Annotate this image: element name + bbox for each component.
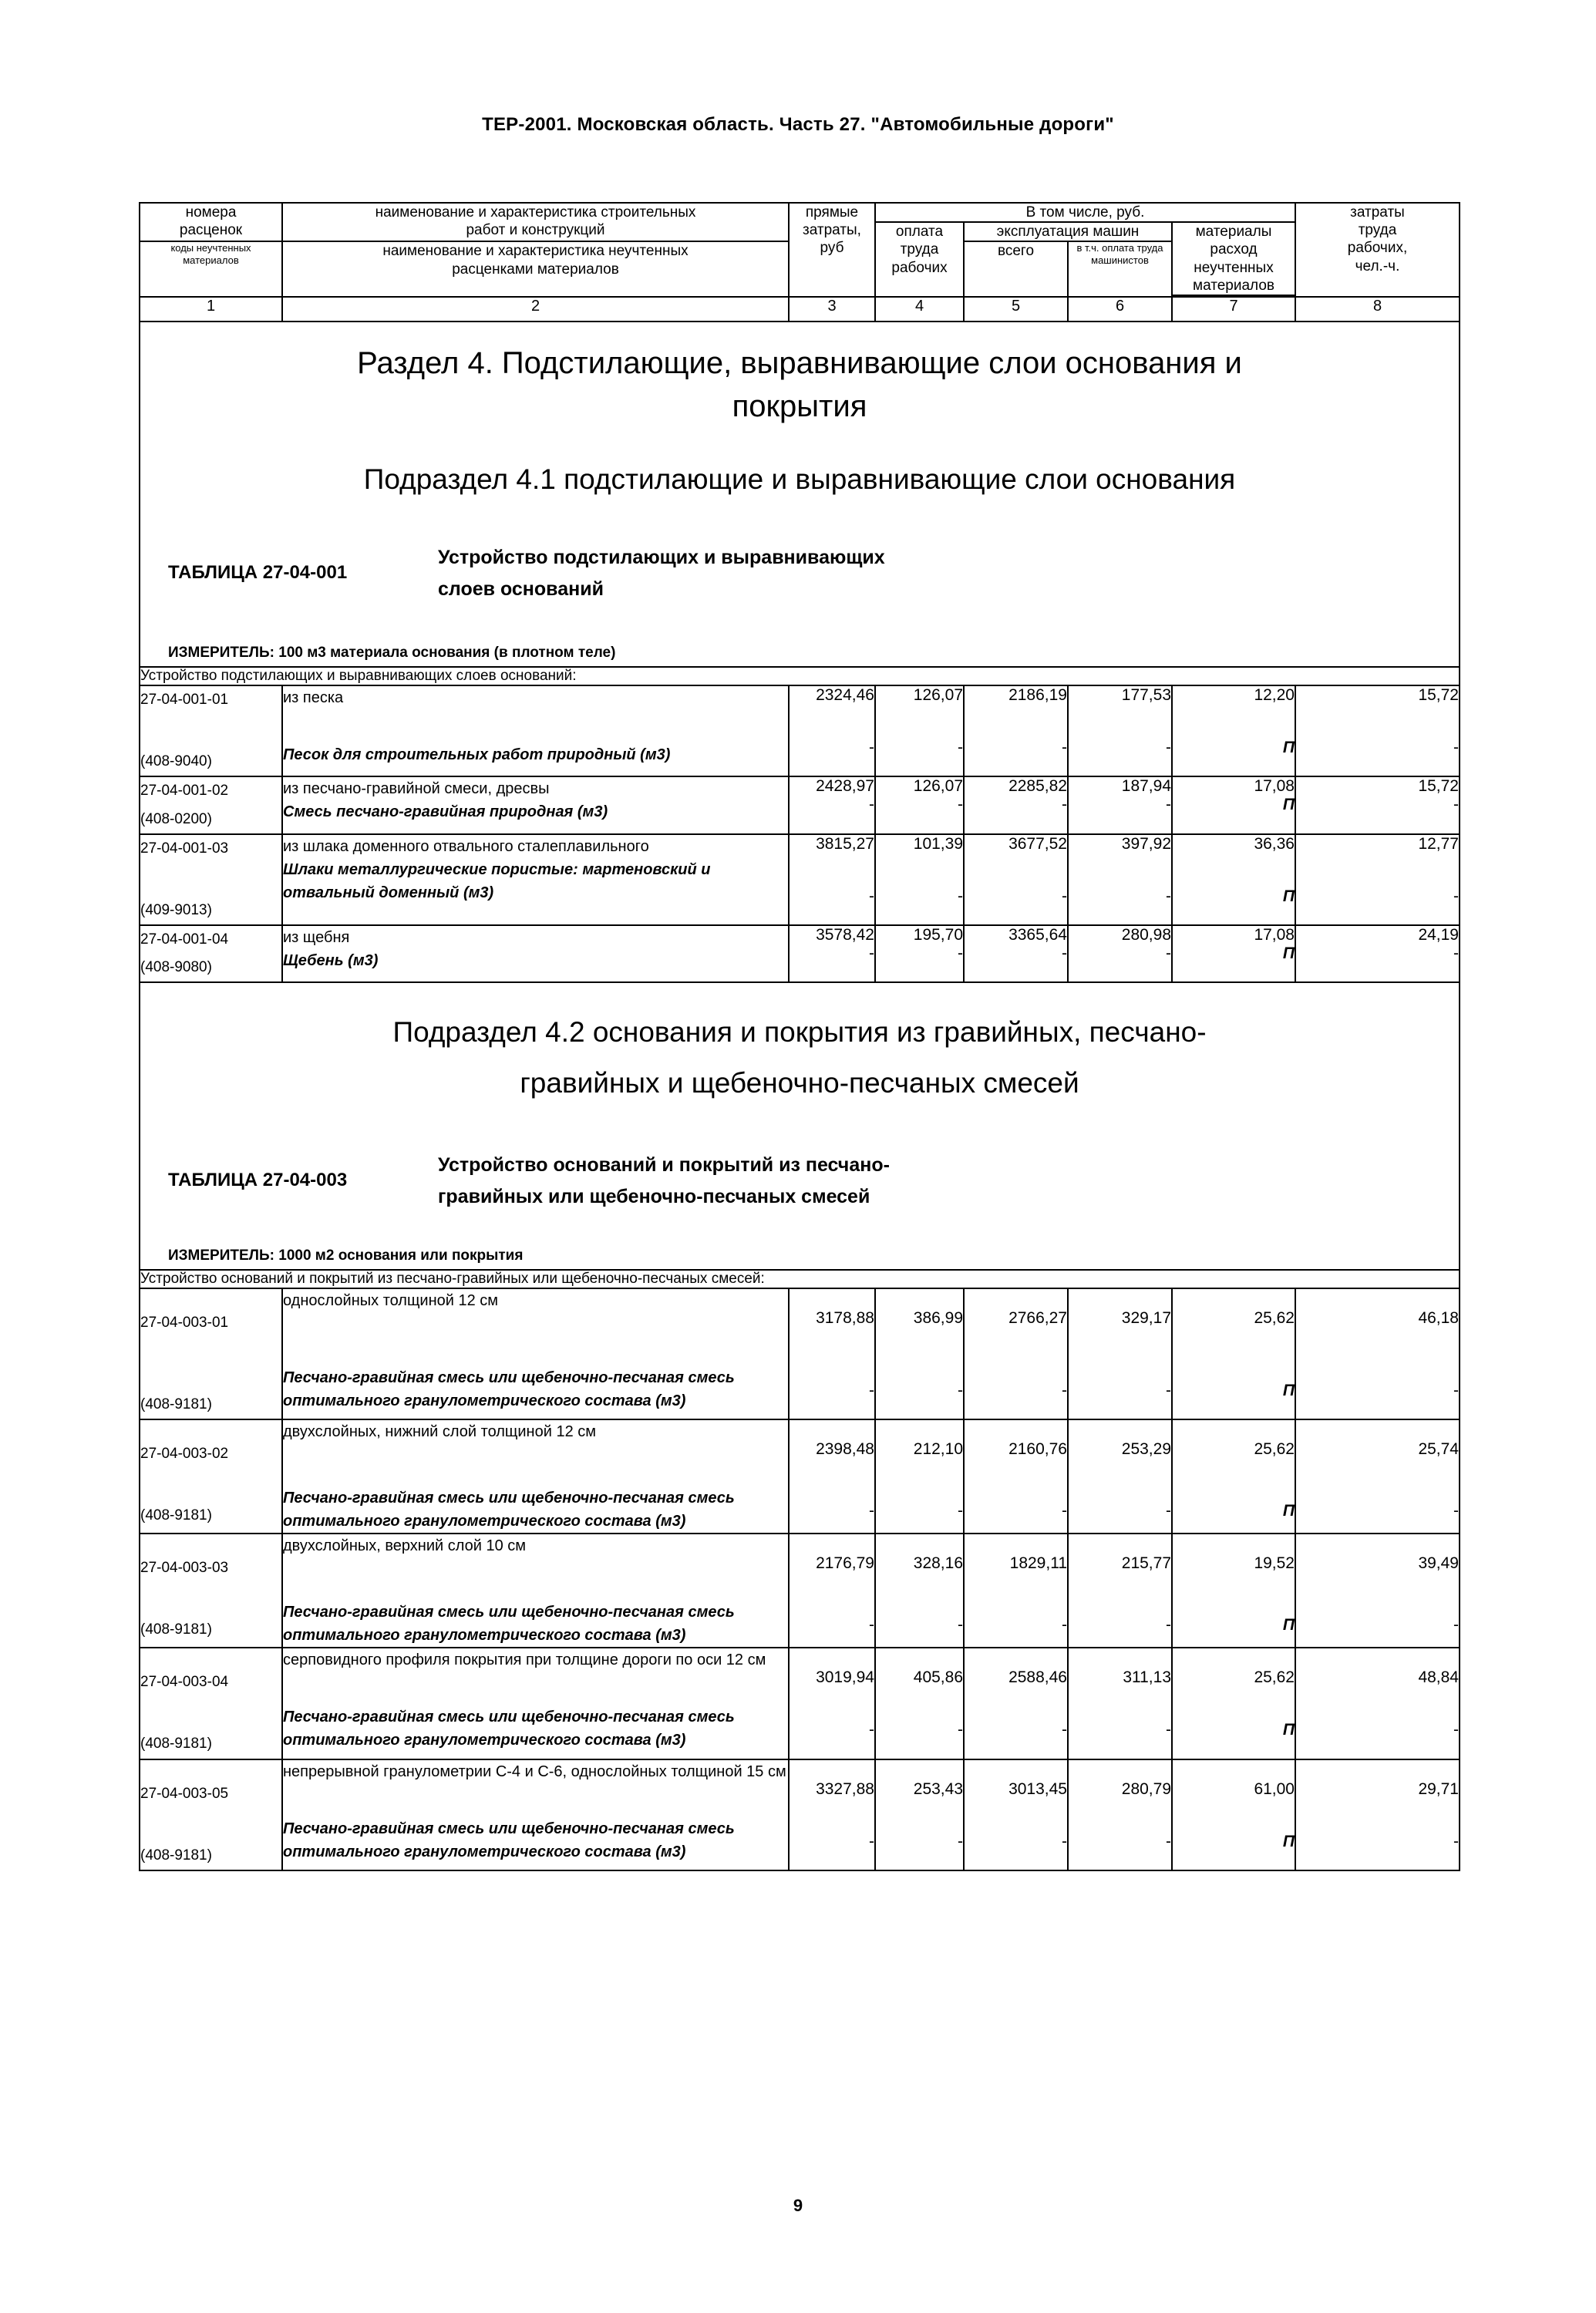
row-labour-pay xyxy=(875,1419,964,1534)
row-rate-code: 27-04-001-02 xyxy=(140,783,229,800)
matvalue-materials: П xyxy=(1282,944,1295,962)
row-work-name: непрерывной гранулометрии С-4 и С-6, однослойных толщиной 15 см xyxy=(283,1763,786,1780)
matvalue-labour: - xyxy=(958,739,963,757)
matvalue-hours: - xyxy=(1453,887,1459,905)
value-materials: 12,20 xyxy=(1254,686,1295,705)
row-code xyxy=(140,1759,282,1870)
row-rate-code: 27-04-001-01 xyxy=(140,692,229,709)
table-row[interactable] xyxy=(140,1648,1460,1759)
row-code xyxy=(140,1288,282,1419)
matvalue-materials: П xyxy=(1282,887,1295,905)
value-materials: 25,62 xyxy=(1254,1668,1295,1687)
matvalue-machines: - xyxy=(1062,887,1067,905)
row-work-name: из щебня xyxy=(283,928,350,946)
row-description xyxy=(282,1419,789,1534)
value-labour: 386,99 xyxy=(913,1309,963,1328)
row-rate-code: 27-04-003-05 xyxy=(140,1785,229,1802)
table-row[interactable] xyxy=(140,1419,1460,1534)
matvalue-materials: П xyxy=(1282,796,1295,814)
colnum-3: 3 xyxy=(789,297,875,322)
table-row[interactable] xyxy=(140,685,1460,776)
matvalue-direct: - xyxy=(869,1832,874,1850)
value-direct: 2398,48 xyxy=(816,1440,874,1459)
value-hours: 39,49 xyxy=(1418,1554,1459,1573)
header-col2-l1: наименование и характеристика строительных xyxy=(375,204,696,221)
row-material-code: (408-9080) xyxy=(140,958,212,975)
row-material-code: (408-9181) xyxy=(140,1736,212,1752)
row-material-name: Смесь песчано-гравийная природная (м3) xyxy=(283,803,608,821)
colnum-4: 4 xyxy=(875,297,964,322)
matvalue-labour: - xyxy=(958,1832,963,1850)
row-labour-hours xyxy=(1295,925,1460,982)
row-code xyxy=(140,925,282,982)
row-material-code: (409-9013) xyxy=(140,901,212,918)
value-direct: 3327,88 xyxy=(816,1779,874,1798)
matvalue-operator: - xyxy=(1166,1502,1171,1520)
row-code xyxy=(140,1648,282,1759)
value-operator: 253,29 xyxy=(1121,1440,1171,1459)
value-operator: 397,92 xyxy=(1121,834,1171,853)
matvalue-direct: - xyxy=(869,1616,874,1635)
header-col4-l1: оплата xyxy=(895,224,944,241)
value-machines: 1829,11 xyxy=(1009,1554,1067,1573)
value-operator: 280,79 xyxy=(1121,1779,1171,1798)
header-materials xyxy=(1172,222,1295,295)
row-operator-pay xyxy=(1068,834,1172,925)
row-rate-code: 27-04-003-04 xyxy=(140,1674,229,1691)
matvalue-hours: - xyxy=(1453,1832,1459,1850)
matvalue-machines: - xyxy=(1062,1616,1067,1635)
matvalue-direct: - xyxy=(869,887,874,905)
row-materials xyxy=(1172,776,1295,833)
matvalue-materials: П xyxy=(1282,1832,1295,1850)
header-col6 xyxy=(1068,241,1172,297)
table-row[interactable] xyxy=(140,925,1460,982)
header-col8-l1: затраты xyxy=(1350,204,1405,221)
row-description xyxy=(282,1534,789,1648)
row-work-name: однослойных толщиной 12 см xyxy=(283,1292,499,1310)
row-description xyxy=(282,1648,789,1759)
header-col3-l1: прямые xyxy=(805,204,859,221)
value-machines: 3677,52 xyxy=(1008,834,1067,853)
row-rate-code: 27-04-003-03 xyxy=(140,1560,229,1577)
row-machines-total xyxy=(964,834,1068,925)
table-27-04-001-caption xyxy=(140,516,1460,667)
value-materials: 36,36 xyxy=(1254,834,1295,853)
header-machines: эксплуатация машин xyxy=(964,222,1172,241)
value-machines: 2766,27 xyxy=(1008,1309,1067,1328)
page-number: 9 xyxy=(793,2196,803,2215)
row-code xyxy=(140,1419,282,1534)
row-machines-total xyxy=(964,1534,1068,1648)
row-labour-pay xyxy=(875,1534,964,1648)
rate-table xyxy=(139,202,1460,1871)
value-direct: 3178,88 xyxy=(816,1309,874,1328)
table-row[interactable] xyxy=(140,1288,1460,1419)
section-heading-block xyxy=(140,322,1460,516)
colnum-5: 5 xyxy=(964,297,1068,322)
row-machines-total xyxy=(964,1419,1068,1534)
row-code xyxy=(140,1534,282,1648)
value-operator: 280,98 xyxy=(1121,925,1171,944)
row-work-name: двухслойных, верхний слой 10 см xyxy=(283,1537,527,1555)
matvalue-materials: П xyxy=(1282,1616,1295,1635)
row-operator-pay xyxy=(1068,776,1172,833)
value-direct: 2428,97 xyxy=(816,777,874,796)
matvalue-direct: - xyxy=(869,739,874,757)
subsection-4-1-title: Подраздел 4.1 подстилающие и выравнивающие слои основания xyxy=(363,463,1236,495)
row-material-code: (408-9181) xyxy=(140,1507,212,1524)
matvalue-labour: - xyxy=(958,887,963,905)
value-materials: 17,08 xyxy=(1254,777,1295,796)
row-material-name: Песчано-гравийная смесь или щебеночно-песчаная смесь оптимального гранулометрического состава (м3) xyxy=(283,1709,735,1749)
row-material-code: (408-0200) xyxy=(140,810,212,827)
matvalue-hours: - xyxy=(1453,739,1459,757)
colnum-8: 8 xyxy=(1295,297,1460,322)
row-rate-code: 27-04-001-03 xyxy=(140,840,229,857)
row-operator-pay xyxy=(1068,685,1172,776)
matvalue-hours: - xyxy=(1453,1721,1459,1739)
table1-group-title-row xyxy=(140,667,1460,685)
value-hours: 46,18 xyxy=(1418,1309,1459,1328)
value-operator: 177,53 xyxy=(1121,686,1171,705)
header-col2-l4: расценками материалов xyxy=(452,261,619,278)
matvalue-labour: - xyxy=(958,944,963,962)
row-operator-pay xyxy=(1068,1419,1172,1534)
row-labour-hours xyxy=(1295,1534,1460,1648)
value-materials: 19,52 xyxy=(1254,1554,1295,1573)
row-labour-hours xyxy=(1295,776,1460,833)
table2-label: ТАБЛИЦА 27-04-003 xyxy=(168,1170,348,1191)
value-machines: 2160,76 xyxy=(1008,1440,1067,1459)
row-operator-pay xyxy=(1068,1759,1172,1870)
row-rate-code: 27-04-003-02 xyxy=(140,1446,229,1463)
header-col5: всего xyxy=(964,241,1068,297)
table2-body xyxy=(140,1288,1460,1870)
value-hours: 48,84 xyxy=(1418,1668,1459,1687)
matvalue-hours: - xyxy=(1453,1616,1459,1635)
header-col3-l2: затраты, xyxy=(803,222,861,239)
matvalue-direct: - xyxy=(869,944,874,962)
header-col1-l3: коды неучтенных xyxy=(170,242,251,254)
row-description xyxy=(282,834,789,925)
matvalue-materials: П xyxy=(1282,1502,1295,1520)
table2-title xyxy=(430,1150,1443,1212)
row-description xyxy=(282,685,789,776)
table1-meter: ИЗМЕРИТЕЛЬ: 100 м3 материала основания (в плотном теле) xyxy=(168,645,616,662)
row-direct-cost xyxy=(789,925,875,982)
matvalue-machines: - xyxy=(1062,1382,1067,1400)
value-operator: 329,17 xyxy=(1121,1309,1171,1328)
row-description xyxy=(282,776,789,833)
header-col2 xyxy=(282,203,789,241)
row-machines-total xyxy=(964,1759,1068,1870)
colnum-2: 2 xyxy=(282,297,789,322)
row-material-name: Песчано-гравийная смесь или щебеночно-песчаная смесь оптимального гранулометрического состава (м3) xyxy=(283,1369,735,1410)
row-materials xyxy=(1172,1288,1295,1419)
table2-meter: ИЗМЕРИТЕЛЬ: 1000 м2 основания или покрытия xyxy=(168,1247,524,1264)
row-labour-hours xyxy=(1295,1419,1460,1534)
header-col6-l2: машинистов xyxy=(1091,254,1149,266)
table-row[interactable] xyxy=(140,1759,1460,1870)
row-direct-cost xyxy=(789,1419,875,1534)
value-direct: 3019,94 xyxy=(816,1668,874,1687)
value-materials: 17,08 xyxy=(1254,925,1295,944)
row-materials xyxy=(1172,1419,1295,1534)
matvalue-direct: - xyxy=(869,1502,874,1520)
row-material-code: (408-9181) xyxy=(140,1847,212,1864)
row-materials xyxy=(1172,1759,1295,1870)
value-hours: 29,71 xyxy=(1418,1779,1459,1798)
row-work-name: из шлака доменного отвального сталеплавильного xyxy=(283,837,649,855)
header-col8 xyxy=(1295,203,1460,297)
header-col1-l2: расценок xyxy=(179,222,243,239)
value-labour: 126,07 xyxy=(913,777,963,796)
header-col7-l1: расход неучтенных xyxy=(1194,241,1274,276)
row-labour-pay xyxy=(875,685,964,776)
matvalue-machines: - xyxy=(1062,739,1067,757)
row-work-name: серповидного профиля покрытия при толщине дороги по оси 12 см xyxy=(283,1651,766,1669)
matvalue-materials: П xyxy=(1282,1382,1295,1400)
row-material-name: Песчано-гравийная смесь или щебеночно-песчаная смесь оптимального гранулометрического состава (м3) xyxy=(283,1490,735,1530)
row-labour-hours xyxy=(1295,685,1460,776)
value-labour: 405,86 xyxy=(913,1668,963,1687)
row-materials xyxy=(1172,685,1295,776)
row-code xyxy=(140,685,282,776)
value-labour: 195,70 xyxy=(913,925,963,944)
row-work-name: из песчано-гравийной смеси, дресвы xyxy=(283,780,550,798)
matvalue-machines: - xyxy=(1062,1721,1067,1739)
table2-title-l2: гравийных или щебеночно-песчаных смесей xyxy=(438,1185,870,1207)
table1-title xyxy=(430,542,1443,604)
row-description xyxy=(282,1288,789,1419)
table-row[interactable] xyxy=(140,776,1460,833)
row-machines-total xyxy=(964,776,1068,833)
value-hours: 15,72 xyxy=(1418,686,1459,705)
matvalue-materials: П xyxy=(1282,1721,1295,1739)
row-labour-pay xyxy=(875,1288,964,1419)
subsection-4-2-title-l2: гравийных и щебеночно-песчаных смесей xyxy=(520,1067,1079,1099)
value-operator: 187,94 xyxy=(1121,777,1171,796)
row-direct-cost xyxy=(789,776,875,833)
value-hours: 12,77 xyxy=(1418,834,1459,853)
matvalue-operator: - xyxy=(1166,1832,1171,1850)
value-machines: 3013,45 xyxy=(1008,1779,1067,1798)
row-direct-cost xyxy=(789,1648,875,1759)
header-col1-l4: материалов xyxy=(183,254,239,266)
row-operator-pay xyxy=(1068,1534,1172,1648)
value-operator: 311,13 xyxy=(1123,1668,1171,1687)
matvalue-machines: - xyxy=(1062,1832,1067,1850)
row-material-code: (408-9040) xyxy=(140,753,212,770)
row-operator-pay xyxy=(1068,1288,1172,1419)
header-col2-sub xyxy=(282,241,789,297)
row-machines-total xyxy=(964,685,1068,776)
row-materials xyxy=(1172,925,1295,982)
header-col2-l2: работ и конструкций xyxy=(466,222,605,239)
matvalue-materials: П xyxy=(1282,739,1295,757)
matvalue-labour: - xyxy=(958,1721,963,1739)
value-labour: 253,43 xyxy=(913,1779,963,1798)
value-materials: 61,00 xyxy=(1254,1779,1295,1798)
row-material-code: (408-9181) xyxy=(140,1621,212,1638)
row-direct-cost xyxy=(789,685,875,776)
row-labour-pay xyxy=(875,834,964,925)
matvalue-operator: - xyxy=(1166,796,1171,814)
header-col1 xyxy=(140,203,282,241)
table-row[interactable] xyxy=(140,834,1460,925)
value-machines: 3365,64 xyxy=(1008,925,1067,944)
row-material-name: Песчано-гравийная смесь или щебеночно-песчаная смесь оптимального гранулометрического состава (м3) xyxy=(283,1604,735,1645)
header-col2-l3: наименование и характеристика неучтенных xyxy=(382,243,689,260)
header-col3 xyxy=(789,203,875,297)
subsection-4-2-title-l1: Подраздел 4.2 основания и покрытия из гравийных, песчано- xyxy=(392,1016,1207,1048)
value-labour: 212,10 xyxy=(913,1440,963,1459)
matvalue-direct: - xyxy=(869,1382,874,1400)
row-labour-pay xyxy=(875,1759,964,1870)
value-materials: 25,62 xyxy=(1254,1309,1295,1328)
table1-label: ТАБЛИЦА 27-04-001 xyxy=(168,562,348,584)
row-direct-cost xyxy=(789,1288,875,1419)
matvalue-labour: - xyxy=(958,1616,963,1635)
row-labour-pay xyxy=(875,776,964,833)
value-direct: 3578,42 xyxy=(816,925,874,944)
value-materials: 25,62 xyxy=(1254,1440,1295,1459)
row-direct-cost xyxy=(789,1534,875,1648)
table1-group-title: Устройство подстилающих и выравнивающих слоев оснований: xyxy=(140,667,1460,685)
row-material-code: (408-9181) xyxy=(140,1396,212,1413)
subsection-4-2-block xyxy=(140,982,1460,1270)
colnum-1: 1 xyxy=(140,297,282,322)
matvalue-labour: - xyxy=(958,1502,963,1520)
value-direct: 3815,27 xyxy=(816,834,874,853)
header-materials-title: материалы xyxy=(1195,224,1272,241)
matvalue-direct: - xyxy=(869,796,874,814)
row-materials xyxy=(1172,834,1295,925)
running-header: ТЕР-2001. Московская область. Часть 27. "Автомобильные дороги" xyxy=(482,114,1114,135)
row-labour-pay xyxy=(875,1648,964,1759)
row-labour-hours xyxy=(1295,1759,1460,1870)
value-labour: 101,39 xyxy=(913,834,963,853)
row-work-name: из песка xyxy=(283,689,344,707)
header-col8-l2: труда xyxy=(1358,222,1397,239)
header-col3-l3: руб xyxy=(820,240,844,257)
colnum-7: 7 xyxy=(1172,297,1295,322)
section-title-l2: покрытия xyxy=(732,389,867,424)
row-operator-pay xyxy=(1068,1648,1172,1759)
table1-body xyxy=(140,685,1460,982)
table1-title-l2: слоев оснований xyxy=(438,577,604,600)
row-materials xyxy=(1172,1534,1295,1648)
header-col1-sub xyxy=(140,241,282,297)
row-labour-hours xyxy=(1295,834,1460,925)
row-description xyxy=(282,925,789,982)
colnum-6: 6 xyxy=(1068,297,1172,322)
header-col8-l3: рабочих, xyxy=(1347,240,1408,257)
header-col1-l1: номера xyxy=(185,204,237,221)
row-code xyxy=(140,834,282,925)
row-description xyxy=(282,1759,789,1870)
row-machines-total xyxy=(964,1648,1068,1759)
value-labour: 328,16 xyxy=(913,1554,963,1573)
section-title-l1: Раздел 4. Подстилающие, выравнивающие слои основания и xyxy=(357,345,1242,380)
row-labour-pay xyxy=(875,925,964,982)
price-sheet xyxy=(139,202,1459,1871)
header-col4-l3: рабочих xyxy=(891,259,948,276)
value-machines: 2285,82 xyxy=(1008,777,1067,796)
row-material-name: Щебень (м3) xyxy=(283,951,379,969)
header-col8-l4: чел.-ч. xyxy=(1355,258,1400,274)
matvalue-operator: - xyxy=(1166,739,1171,757)
header-col7-l2: материалов xyxy=(1193,277,1274,294)
row-material-name: Шлаки металлургические пористые: мартеновский и отвальный доменный (м3) xyxy=(283,860,711,901)
table1-title-l1: Устройство подстилающих и выравнивающих xyxy=(438,547,885,569)
row-code xyxy=(140,776,282,833)
matvalue-operator: - xyxy=(1166,1721,1171,1739)
table2-group-title-row xyxy=(140,1270,1460,1288)
matvalue-hours: - xyxy=(1453,1382,1459,1400)
matvalue-machines: - xyxy=(1062,796,1067,814)
table2-group-title: Устройство оснований и покрытий из песчано-гравийных или щебеночно-песчаных смесей: xyxy=(140,1270,1460,1288)
header-col6-l1: в т.ч. оплата труда xyxy=(1076,242,1163,254)
row-machines-total xyxy=(964,925,1068,982)
row-operator-pay xyxy=(1068,925,1172,982)
matvalue-direct: - xyxy=(869,1721,874,1739)
value-hours: 25,74 xyxy=(1418,1440,1459,1459)
header-group-included: В том числе, руб. xyxy=(875,203,1295,222)
header-col4-l2: труда xyxy=(900,241,939,258)
header-col4 xyxy=(875,222,964,297)
row-materials xyxy=(1172,1648,1295,1759)
table-header xyxy=(140,203,1460,297)
matvalue-hours: - xyxy=(1453,796,1459,814)
row-rate-code: 27-04-003-01 xyxy=(140,1315,229,1332)
row-material-name: Песок для строительных работ природный (м3) xyxy=(283,746,671,764)
matvalue-operator: - xyxy=(1166,1616,1171,1635)
matvalue-operator: - xyxy=(1166,944,1171,962)
row-direct-cost xyxy=(789,834,875,925)
matvalue-machines: - xyxy=(1062,944,1067,962)
matvalue-labour: - xyxy=(958,1382,963,1400)
matvalue-labour: - xyxy=(958,796,963,814)
table2-title-l1: Устройство оснований и покрытий из песчано- xyxy=(438,1154,890,1177)
value-hours: 15,72 xyxy=(1418,777,1459,796)
column-number-row xyxy=(140,297,1460,322)
matvalue-operator: - xyxy=(1166,1382,1171,1400)
row-work-name: двухслойных, нижний слой толщиной 12 см xyxy=(283,1423,597,1441)
matvalue-machines: - xyxy=(1062,1502,1067,1520)
row-machines-total xyxy=(964,1288,1068,1419)
matvalue-hours: - xyxy=(1453,1502,1459,1520)
value-labour: 126,07 xyxy=(913,686,963,705)
row-labour-hours xyxy=(1295,1288,1460,1419)
table-row[interactable] xyxy=(140,1534,1460,1648)
row-material-name: Песчано-гравийная смесь или щебеночно-песчаная смесь оптимального гранулометрического состава (м3) xyxy=(283,1820,735,1860)
value-operator: 215,77 xyxy=(1121,1554,1171,1573)
row-labour-hours xyxy=(1295,1648,1460,1759)
row-direct-cost xyxy=(789,1759,875,1870)
row-rate-code: 27-04-001-04 xyxy=(140,931,229,948)
value-machines: 2186,19 xyxy=(1008,686,1067,705)
value-hours: 24,19 xyxy=(1418,925,1459,944)
value-machines: 2588,46 xyxy=(1008,1668,1067,1687)
matvalue-operator: - xyxy=(1166,887,1171,905)
matvalue-hours: - xyxy=(1453,944,1459,962)
value-direct: 2176,79 xyxy=(816,1554,874,1573)
value-direct: 2324,46 xyxy=(816,686,874,705)
